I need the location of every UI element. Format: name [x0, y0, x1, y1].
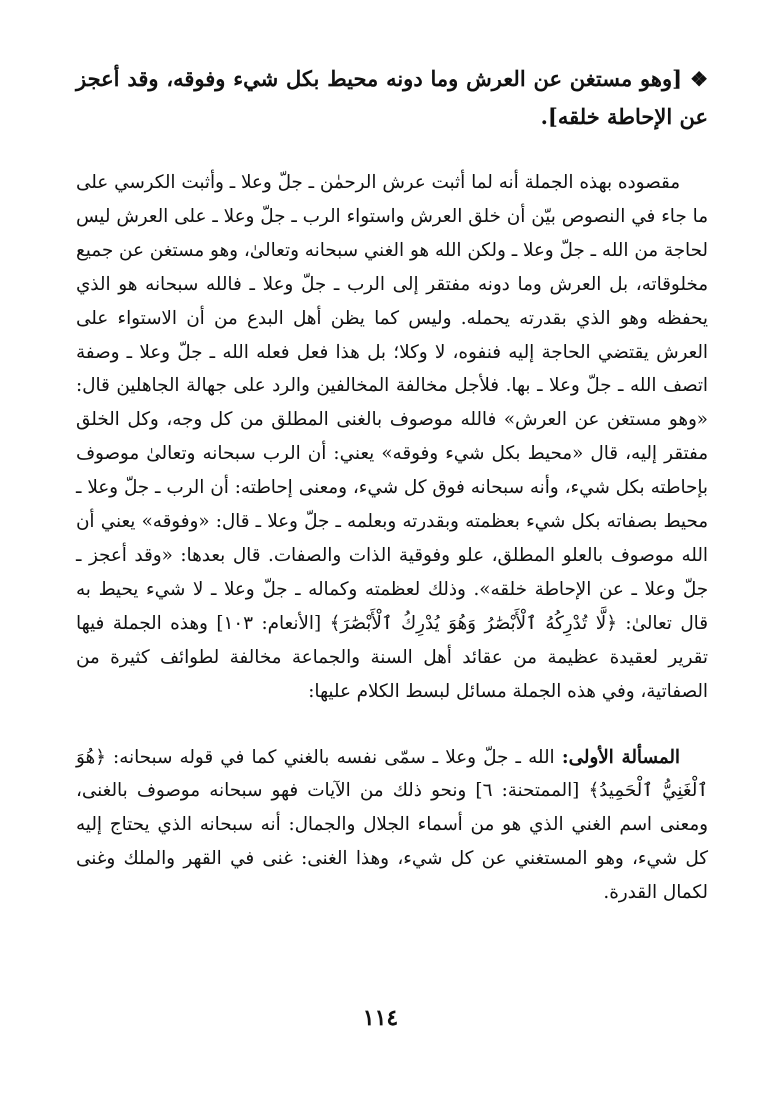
issue-paragraph [76, 741, 708, 911]
heading-text: [وهو مستغن عن العرش وما دونه محيط بكل شيء وفوقه، وقد أعجز عن الإحاطة خلقه]. [76, 66, 708, 129]
issue-label: المسألة الأولى: [561, 746, 680, 768]
body-paragraph: مقصوده بهذه الجملة أنه لما أثبت عرش الرحمٰن ـ جلّ وعلا ـ وأثبت الكرسي على ما جاء في النصوص بيّن أن خلق العرش واستواء الرب ـ جلّ وعلا ـ على العرش ليس لحاجة من الله ـ جلّ وعلا ـ ولكن الله هو الغني سبحانه وتعالىٰ، وهو مستغن عن جميع مخلوقاته، بل العرش وما دونه مفتقر إلى الرب ـ جلّ وعلا ـ فالله سبحانه هو الذي يحفظه وهو الذي بقدرته يحمله. وليس كما يظن أهل البدع من أن الاستواء على العرش يقتضي الحاجة إليه فنفوه، لا وكلا؛ بل هذا فعل فعله الله ـ جلّ وعلا ـ وصفة اتصف الله ـ جلّ وعلا ـ بها. فلأجل مخالفة المخالفين والرد على جهالة الجاهلين قال: «وهو مستغن عن العرش» فالله موصوف بالغنى المطلق من كل وجه، وكل الخلق مفتقر إليه، قال «محيط بكل شيء وفوقه» يعني: أن الرب سبحانه وتعالىٰ موصوف بإحاطته بكل شيء، وأنه سبحانه فوق كل شيء، ومعنى إحاطته: أن الرب ـ جلّ وعلا ـ محيط بصفاته بكل شيء بعظمته وبقدرته وبعلمه ـ جلّ وعلا ـ قال: «وفوقه» يعني أن الله موصوف بالعلو المطلق، علو وفوقية الذات والصفات. قال بعدها: «وقد أعجز ـ جلّ وعلا ـ عن الإحاطة خلقه». وذلك لعظمته وكماله ـ جلّ وعلا ـ لا شيء يحيط به قال تعالىٰ: ﴿لَّا تُدْرِكُهُ ٱلْأَبْصَٰرُ وَهُوَ يُدْرِكُ ٱلْأَبْصَٰرَ﴾ [الأنعام: ١٠٣] وهذه الجملة فيها تقرير لعقيدة عظيمة من عقائد أهل السنة والجماعة مخالفة لطوائف كثيرة من الصفاتية، وفي هذه الجملة مسائل لبسط الكلام عليها: [76, 172, 708, 702]
section-heading [76, 60, 708, 136]
issue-text: الله ـ جلّ وعلا ـ سمّى نفسه بالغني كما في قوله سبحانه: ﴿هُوَ ٱلْغَنِيُّ ٱلْحَمِيدُ﴾ [الممتحنة: ٦] ونحو ذلك من الآيات فهو سبحانه موصوف بالغنى، ومعنى اسم الغني الذي هو من أسماء الجلال والجمال: أنه سبحانه الذي يحتاج إليه كل شيء، وهو المستغني عن كل شيء، وهذا الغنى: غنى في القهر والملك وغنى لكمال القدرة. [76, 746, 708, 904]
page-number: ١١٤ [362, 1005, 399, 1031]
book-page [76, 60, 708, 928]
diamond-bullet-icon: ❖ [690, 67, 708, 91]
